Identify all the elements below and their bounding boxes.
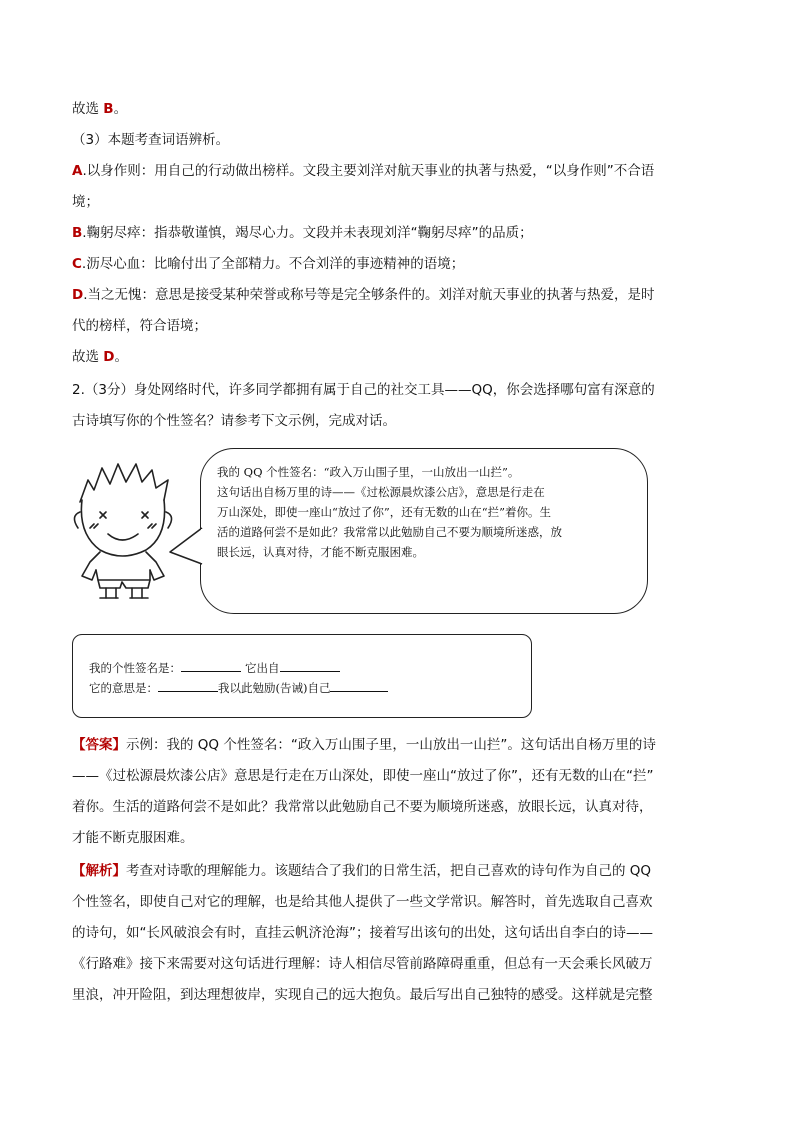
answer-line-4: 才能不断克服困难。 [72, 830, 194, 846]
text-line-1: 故选 B。 [72, 101, 128, 117]
analysis-label: 【解析】 [72, 863, 126, 879]
answer-line-1: 【答案】示例：我的 QQ 个性签名：“政入万山围子里，一山放出一山拦”。这句话出自杨万里的诗 [72, 737, 656, 753]
question-2-line: 2.（3分）身处网络时代，许多同学都拥有属于自己的社交工具——QQ，你会选择哪句富有深意的 [72, 382, 655, 398]
speech-bubble-tail [168, 520, 208, 570]
blank-meaning[interactable] [158, 679, 218, 692]
analysis-line-2: 个性签名，即使自己对它的理解，也是给其他人提供了一些文学常识。解答时，首先选取自己喜欢 [72, 894, 653, 910]
bubble-line: 这句话出自杨万里的诗——《过松源晨炊漆公店》，意思是行走在 [217, 485, 545, 499]
bubble-line: 活的道路何尝不是如此？我常常以此勉励自己不要为顺境所迷惑，放 [217, 525, 562, 539]
bubble-line: 万山深处，即使一座山“放过了你”，还有无数的山在“拦”着你。生 [217, 505, 552, 519]
answer-line-2: ——《过松源晨炊漆公店》意思是行走在万山深处，即使一座山“放过了你”，还有无数的山在“拦” [72, 768, 654, 784]
blank-signature[interactable] [181, 659, 241, 672]
option-c-line: C.沥尽心血：比喻付出了全部精力。不合刘洋的事迹精神的语境； [72, 256, 465, 272]
analysis-line-1: 【解析】考查对诗歌的理解能力。该题结合了我们的日常生活，把自己喜欢的诗句作为自己的 QQ [72, 863, 652, 879]
option-d-cont: 代的榜样，符合语境； [72, 318, 207, 334]
fill-line-2: 它的意思是： 我以此勉励(告诫)自己 [89, 679, 388, 697]
question-2-cont: 古诗填写你的个性签名？请参考下文示例，完成对话。 [72, 413, 396, 429]
bubble-line: 我的 QQ 个性签名：“政入万山围子里，一山放出一山拦”。 [217, 465, 520, 479]
analysis-line-4: 《行路难》接下来需要对这句话进行理解：诗人相信尽管前路障碍重重，但总有一天会乘长风破万 [72, 956, 653, 972]
option-d-line: D.当之无愧：意思是接受某种荣誉或称号等是完全够条件的。刘洋对航天事业的执著与热爱，是时 [72, 287, 655, 303]
blank-source[interactable] [280, 659, 340, 672]
answer-fill-box [72, 634, 532, 718]
text-line-2: （3）本题考查词语辨析。 [72, 132, 230, 148]
option-a-cont: 境； [72, 194, 99, 210]
option-b-line: B.鞠躬尽瘁：指恭敬谨慎，竭尽心力。文段并未表现刘洋“鞠躬尽瘁”的品质； [72, 225, 533, 241]
blank-reflection[interactable] [330, 679, 388, 692]
analysis-line-5: 里浪，冲开险阻，到达理想彼岸，实现自己的远大抱负。最后写出自己独特的感受。这样就是完整 [72, 987, 653, 1003]
answer-line-3: 着你。生活的道路何尝不是如此？我常常以此勉励自己不要为顺境所迷惑，放眼长远，认真对待， [72, 799, 653, 815]
speech-bubble [200, 448, 648, 614]
bubble-line: 眼长远，认真对待，才能不断克服困难。 [217, 545, 424, 559]
analysis-line-3: 的诗句，如“长风破浪会有时，直挂云帆济沧海”；接着写出该句的出处，这句话出自李白的诗—— [72, 925, 653, 941]
answer-label: 【答案】 [72, 737, 126, 753]
text-line-9: 故选 D。 [72, 349, 129, 365]
fill-line-1: 我的个性签名是： 它出自 [89, 659, 340, 677]
option-a-line: A.以身作则：用自己的行动做出榜样。文段主要刘洋对航天事业的执著与热爱，“以身作则”不合语 [72, 163, 655, 179]
